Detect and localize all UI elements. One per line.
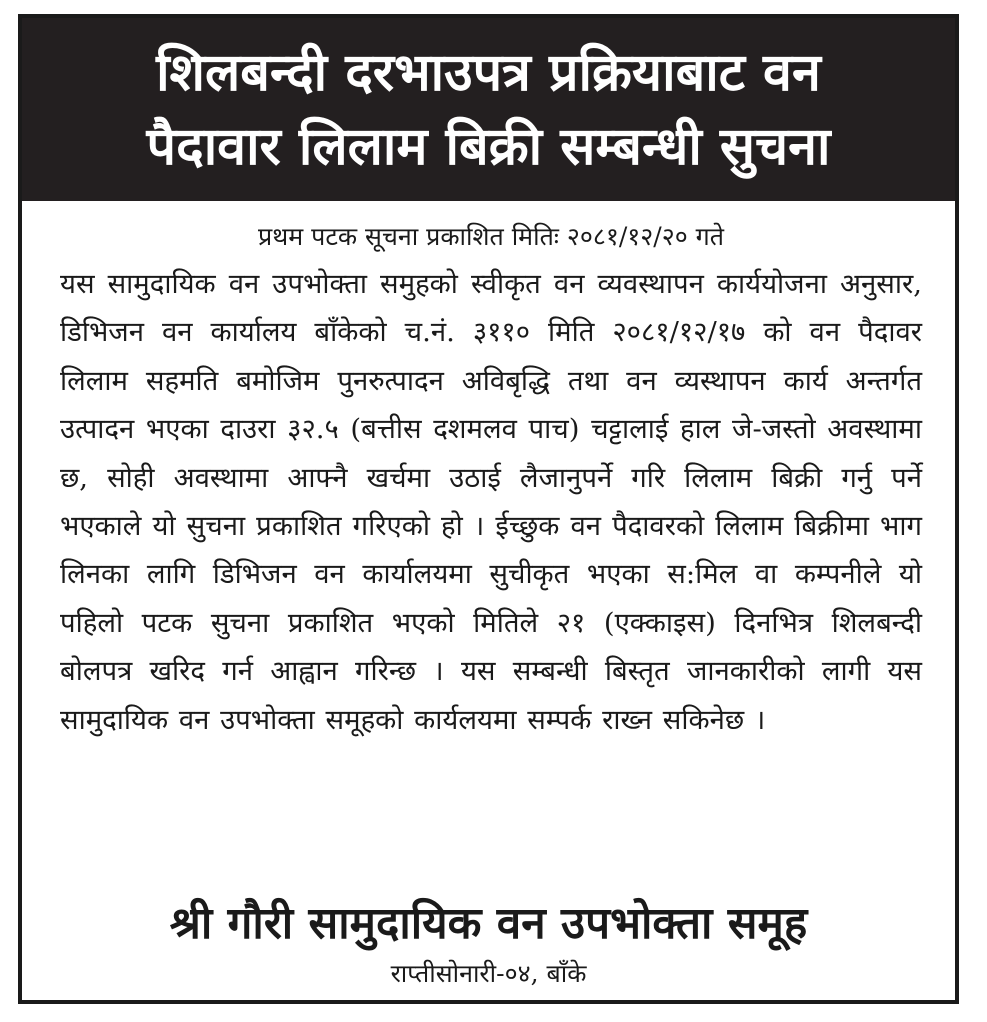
notice-title-line-1: शिलबन्दी दरभाउपत्र प्रक्रियाबाट वन	[156, 42, 821, 103]
notice-header	[22, 18, 955, 201]
organization-address: राप्तीसोनारी-०४, बाँके	[390, 959, 587, 988]
notice-footer	[22, 894, 955, 992]
notice-paragraph: यस सामुदायिक वन उपभोक्ता समुहको स्वीकृत वन व्यवस्थापन कार्ययोजना अनुसार, डिभिजन वन कार्यालय बाँकेको च.नं. ३११० मिति २०८१/१२/१७ को वन पैदावर लिलाम सहमति बमोजिम पुनरुत्पादन अविबृद्धि तथा वन व्यस्थापन कार्य अन्तर्गत उत्पादन भएका दाउरा ३२.५ (बत्तीस दशमलव पाच) चट्टालाई हाल जे-जस्तो अवस्थामा छ, सोही अवस्थामा आफ्नै खर्चमा उठाई लैजानुपर्ने गरि लिलाम बिक्री गर्नु पर्ने भएकाले यो सुचना प्रकाशित गरिएको हो । ईच्छुक वन पैदावरको लिलाम बिक्रीमा भाग लिनका लागि डिभिजन वन कार्यालयमा सुचीकृत भएका स:मिल वा कम्पनीले यो पहिलो पटक सुचना प्रकाशित भएको मितिले २१ (एक्काइस) दिनभित्र शिलबन्दी बोलपत्र खरिद गर्न आह्वान गरिन्छ । यस सम्बन्धी बिस्तृत जानकारीको लागी यस सामुदायिक वन उपभोक्ता समूहको कार्यलयमा सम्पर्क राख्न सकिनेछ ।	[60, 268, 922, 736]
notice-frame	[18, 14, 959, 1004]
publication-date: प्रथम पटक सूचना प्रकाशित मितिः २०८१/१२/२० गते	[258, 222, 724, 251]
notice-title-line-2: पैदावार लिलाम बिक्री सम्बन्धी सुचना	[146, 116, 831, 177]
notice-body	[60, 218, 922, 744]
organization-name: श्री गौरी सामुदायिक वन उपभोक्ता समूह	[169, 898, 808, 949]
